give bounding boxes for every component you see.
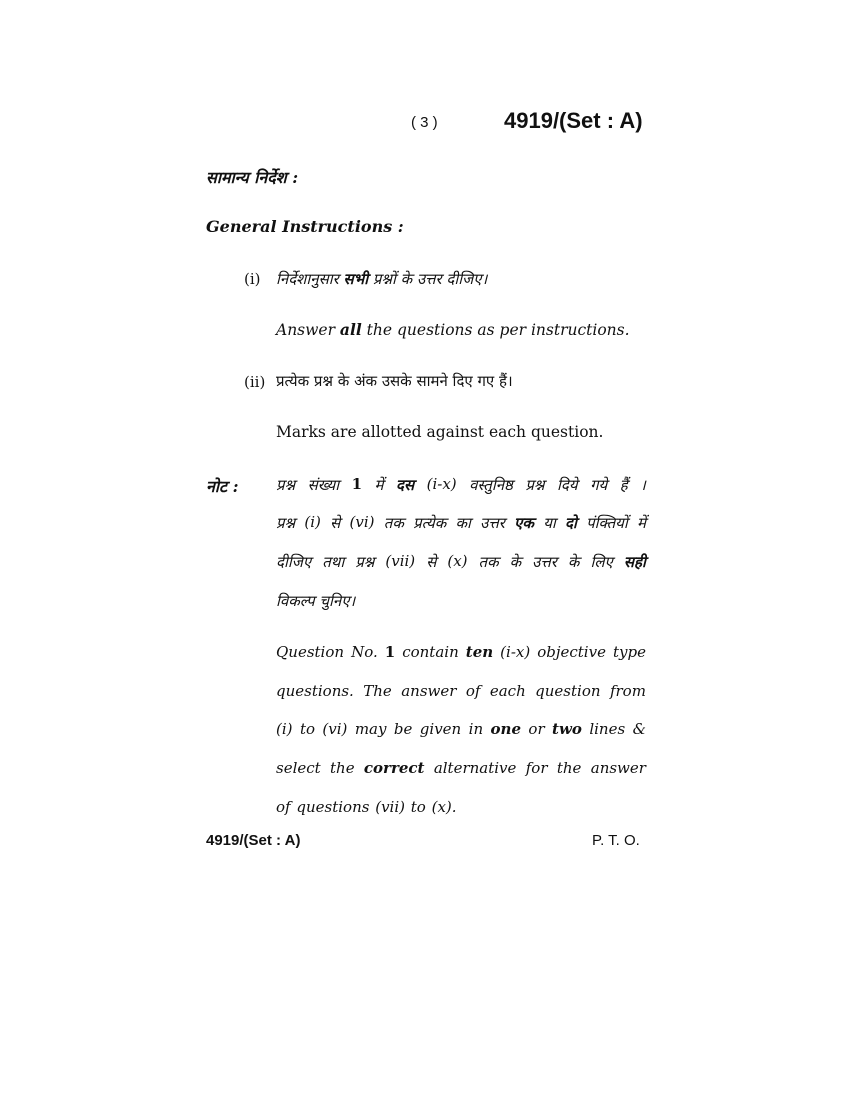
note-english-line-4: select the correct alternative for the answer [276, 759, 646, 777]
instruction-ii-hindi: प्रत्येक प्रश्न के अंक उसके सामने दिए गए हैं। [276, 372, 513, 390]
instruction-marker-i: (i) [244, 270, 261, 288]
note-english-line-5: of questions (vii) to (x). [276, 798, 457, 816]
note-english-line-3: (i) to (vi) may be given in one or two lines & [276, 720, 646, 738]
note-hindi-line-3: दीजिए तथा प्रश्न (vii) से (x) तक के उत्तर के लिए सही [276, 552, 646, 571]
note-english-line-1: Question No. 1 contain ten (i-x) objective type [276, 643, 646, 661]
instruction-marker-ii: (ii) [244, 373, 266, 391]
pto-label: P. T. O. [592, 832, 640, 849]
paper-code-footer: 4919/(Set : A) [206, 832, 301, 849]
instruction-i-hindi: निर्देशानुसार सभी प्रश्नों के उत्तर दीजिए। [276, 270, 488, 288]
note-hindi-line-2: प्रश्न (i) से (vi) तक प्रत्येक का उत्तर एक या दो पंक्तियों में [276, 513, 646, 532]
instruction-i-english: Answer all the questions as per instructions. [276, 320, 630, 339]
page-number: ( 3 ) [411, 114, 438, 131]
note-label: नोट : [206, 477, 239, 496]
note-english-line-2: questions. The answer of each question from [276, 682, 646, 700]
note-hindi-line-1: प्रश्न संख्या 1 में दस (i-x) वस्तुनिष्ठ प्रश्न दिये गये हैं । [276, 475, 646, 494]
heading-hindi: सामान्य निर्देश : [206, 168, 299, 187]
note-hindi-line-4: विकल्प चुनिए। [276, 592, 356, 610]
heading-english: General Instructions : [206, 217, 404, 236]
instruction-ii-english: Marks are allotted against each question. [276, 423, 604, 441]
paper-code-header: 4919/(Set : A) [504, 108, 643, 133]
